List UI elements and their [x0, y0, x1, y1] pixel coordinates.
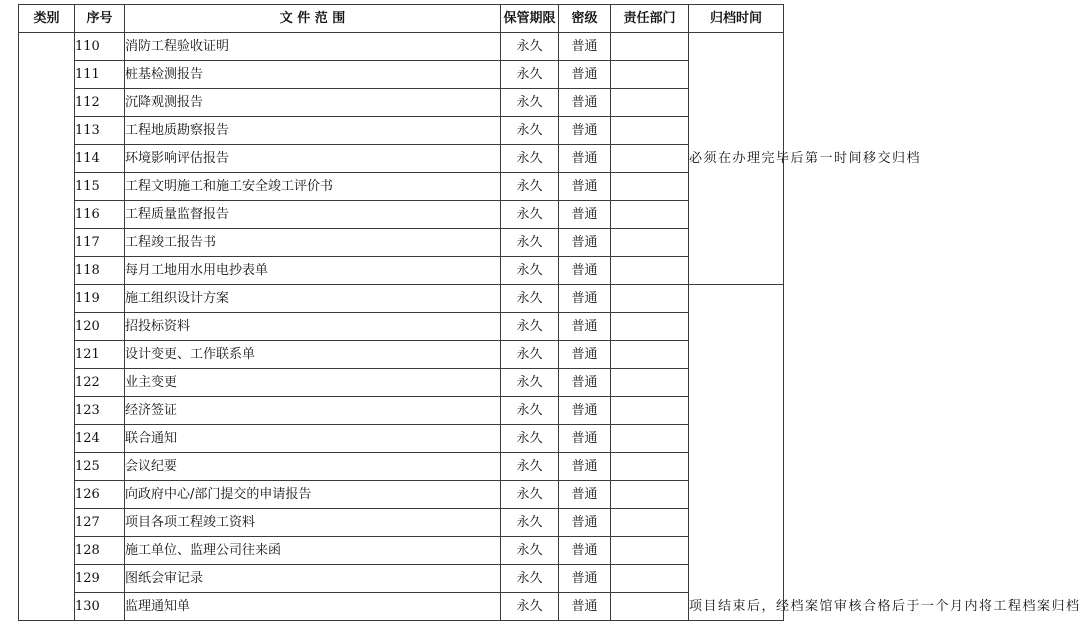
table-row — [19, 201, 784, 229]
seq-cell: 128 — [75, 537, 125, 565]
scope-cell: 招投标资料 — [125, 313, 501, 341]
scope-cell: 设计变更、工作联系单 — [125, 341, 501, 369]
scope-cell: 沉降观测报告 — [125, 89, 501, 117]
seq-cell: 121 — [75, 341, 125, 369]
department-cell — [611, 425, 689, 453]
archive-table — [18, 4, 1081, 621]
department-cell — [611, 537, 689, 565]
department-cell — [611, 61, 689, 89]
secrecy-cell: 普通 — [559, 145, 611, 173]
header-department: 责任部门 — [611, 5, 689, 33]
secrecy-cell: 普通 — [559, 369, 611, 397]
department-cell — [611, 145, 689, 173]
table-row — [19, 537, 784, 565]
retention-cell: 永久 — [501, 453, 559, 481]
secrecy-cell: 普通 — [559, 61, 611, 89]
secrecy-cell: 普通 — [559, 565, 611, 593]
scope-cell: 桩基检测报告 — [125, 61, 501, 89]
seq-cell: 122 — [75, 369, 125, 397]
table-row — [19, 173, 784, 201]
scope-cell: 工程质量监督报告 — [125, 201, 501, 229]
table-row — [19, 509, 784, 537]
retention-cell: 永久 — [501, 425, 559, 453]
retention-cell: 永久 — [501, 537, 559, 565]
retention-cell: 永久 — [501, 341, 559, 369]
secrecy-cell: 普通 — [559, 425, 611, 453]
department-cell — [611, 509, 689, 537]
seq-cell: 112 — [75, 89, 125, 117]
department-cell — [611, 313, 689, 341]
seq-cell: 125 — [75, 453, 125, 481]
retention-cell: 永久 — [501, 313, 559, 341]
secrecy-cell: 普通 — [559, 537, 611, 565]
department-cell — [611, 117, 689, 145]
scope-cell: 环境影响评估报告 — [125, 145, 501, 173]
seq-cell: 124 — [75, 425, 125, 453]
department-cell — [611, 369, 689, 397]
secrecy-cell: 普通 — [559, 313, 611, 341]
retention-cell: 永久 — [501, 257, 559, 285]
department-cell — [611, 201, 689, 229]
table-row — [19, 285, 784, 313]
scope-cell: 联合通知 — [125, 425, 501, 453]
secrecy-cell: 普通 — [559, 229, 611, 257]
secrecy-cell: 普通 — [559, 257, 611, 285]
scope-cell: 业主变更 — [125, 369, 501, 397]
table-row — [19, 257, 784, 285]
scope-cell: 向政府中心/部门提交的申请报告 — [125, 481, 501, 509]
department-cell — [611, 397, 689, 425]
retention-cell: 永久 — [501, 509, 559, 537]
scope-cell: 经济签证 — [125, 397, 501, 425]
retention-cell: 永久 — [501, 565, 559, 593]
retention-cell: 永久 — [501, 89, 559, 117]
header-retention: 保管期限 — [501, 5, 559, 33]
secrecy-cell: 普通 — [559, 285, 611, 313]
table-row — [19, 117, 784, 145]
retention-cell: 永久 — [501, 33, 559, 61]
seq-cell: 127 — [75, 509, 125, 537]
retention-cell: 永久 — [501, 173, 559, 201]
seq-cell: 118 — [75, 257, 125, 285]
scope-cell: 施工单位、监理公司往来函 — [125, 537, 501, 565]
header-archive-time: 归档时间 — [689, 5, 784, 33]
retention-cell: 永久 — [501, 145, 559, 173]
seq-cell: 123 — [75, 397, 125, 425]
table-row — [19, 341, 784, 369]
secrecy-cell: 普通 — [559, 453, 611, 481]
retention-cell: 永久 — [501, 285, 559, 313]
department-cell — [611, 33, 689, 61]
seq-cell: 116 — [75, 201, 125, 229]
seq-cell: 114 — [75, 145, 125, 173]
secrecy-cell: 普通 — [559, 173, 611, 201]
scope-cell: 施工组织设计方案 — [125, 285, 501, 313]
table-row — [19, 145, 784, 173]
header-secrecy: 密级 — [559, 5, 611, 33]
secrecy-cell: 普通 — [559, 201, 611, 229]
table-row — [19, 565, 784, 593]
department-cell — [611, 285, 689, 313]
table-row — [19, 61, 784, 89]
department-cell — [611, 341, 689, 369]
retention-cell: 永久 — [501, 117, 559, 145]
table-row — [19, 33, 784, 61]
scope-cell: 消防工程验收证明 — [125, 33, 501, 61]
secrecy-cell: 普通 — [559, 117, 611, 145]
secrecy-cell: 普通 — [559, 33, 611, 61]
department-cell — [611, 565, 689, 593]
department-cell — [611, 481, 689, 509]
seq-cell: 113 — [75, 117, 125, 145]
secrecy-cell: 普通 — [559, 509, 611, 537]
table-row — [19, 425, 784, 453]
table-row — [19, 89, 784, 117]
seq-cell: 120 — [75, 313, 125, 341]
table-row — [19, 229, 784, 257]
department-cell — [611, 453, 689, 481]
table-row — [19, 481, 784, 509]
seq-cell: 117 — [75, 229, 125, 257]
retention-cell: 永久 — [501, 481, 559, 509]
table-row — [19, 313, 784, 341]
archive-time-cell: 必须在办理完毕后第一时间移交归档 — [689, 33, 784, 285]
retention-cell: 永久 — [501, 369, 559, 397]
scope-cell: 项目各项工程竣工资料 — [125, 509, 501, 537]
secrecy-cell: 普通 — [559, 89, 611, 117]
retention-cell: 永久 — [501, 61, 559, 89]
secrecy-cell: 普通 — [559, 481, 611, 509]
department-cell — [611, 257, 689, 285]
department-cell — [611, 173, 689, 201]
header-category: 类别 — [19, 5, 75, 33]
seq-cell: 129 — [75, 565, 125, 593]
scope-cell: 图纸会审记录 — [125, 565, 501, 593]
header-scope: 文 件 范 围 — [125, 5, 501, 33]
department-cell — [611, 593, 689, 621]
secrecy-cell: 普通 — [559, 397, 611, 425]
scope-cell: 工程地质勘察报告 — [125, 117, 501, 145]
seq-cell: 130 — [75, 593, 125, 621]
scope-cell: 每月工地用水用电抄表单 — [125, 257, 501, 285]
scope-cell: 工程竣工报告书 — [125, 229, 501, 257]
department-cell — [611, 89, 689, 117]
seq-cell: 119 — [75, 285, 125, 313]
retention-cell: 永久 — [501, 229, 559, 257]
header-seq: 序号 — [75, 5, 125, 33]
retention-cell: 永久 — [501, 593, 559, 621]
table-row — [19, 453, 784, 481]
department-cell — [611, 229, 689, 257]
category-cell — [19, 33, 75, 621]
scope-cell: 监理通知单 — [125, 593, 501, 621]
table-row — [19, 369, 784, 397]
seq-cell: 126 — [75, 481, 125, 509]
scope-cell: 会议纪要 — [125, 453, 501, 481]
table-row — [19, 593, 784, 621]
retention-cell: 永久 — [501, 397, 559, 425]
seq-cell: 111 — [75, 61, 125, 89]
seq-cell: 110 — [75, 33, 125, 61]
seq-cell: 115 — [75, 173, 125, 201]
table-row — [19, 397, 784, 425]
secrecy-cell: 普通 — [559, 341, 611, 369]
table-body — [19, 33, 1081, 621]
header-row — [19, 5, 784, 33]
scope-cell: 工程文明施工和施工安全竣工评价书 — [125, 173, 501, 201]
retention-cell: 永久 — [501, 201, 559, 229]
archive-time-cell: 项目结束后，经档案馆审核合格后于一个月内将工程档案归档 — [689, 285, 784, 621]
secrecy-cell: 普通 — [559, 593, 611, 621]
